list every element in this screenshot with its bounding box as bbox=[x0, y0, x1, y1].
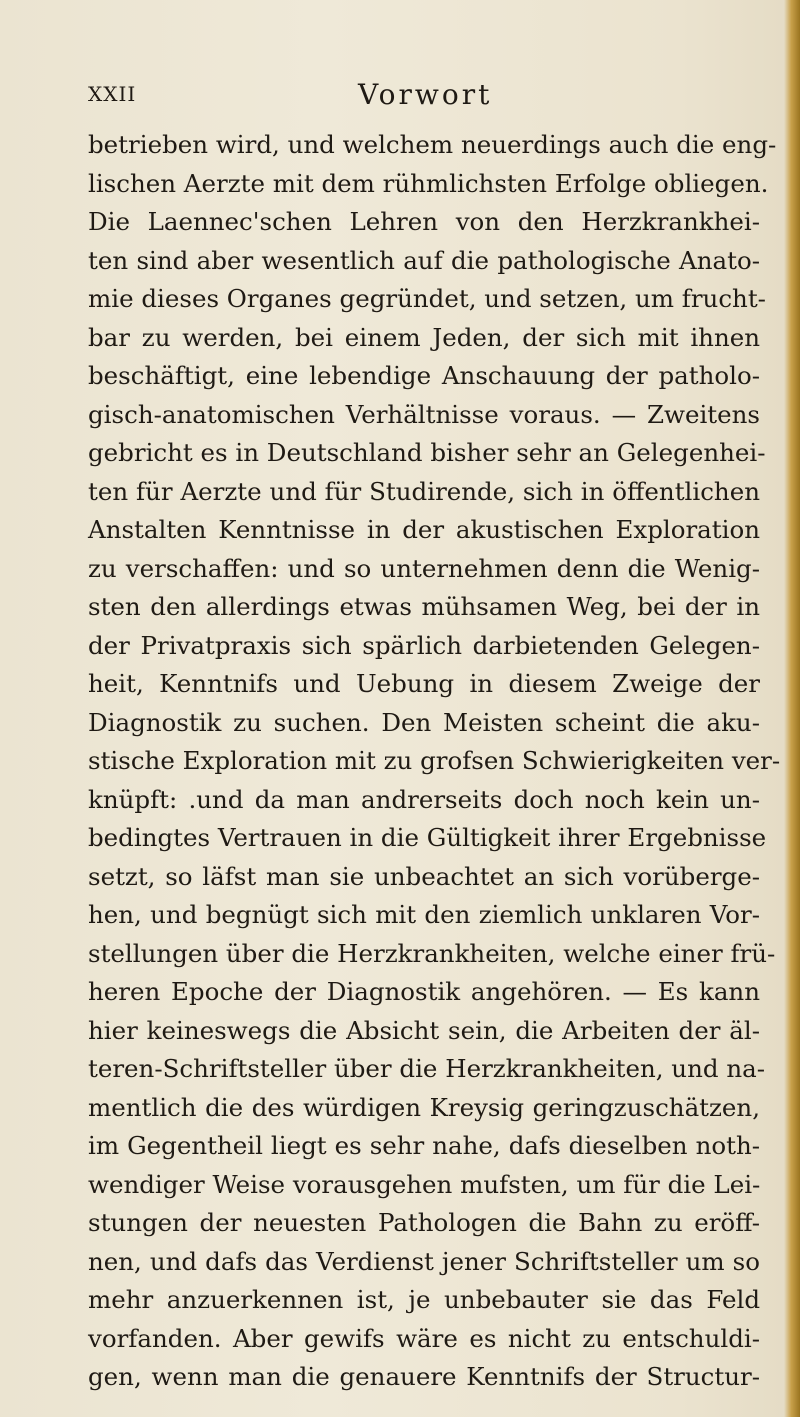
text-line: hier keineswegs die Absicht sein, die Arbeiten der äl- bbox=[88, 1015, 760, 1045]
text-line: im Gegentheil liegt es sehr nahe, dafs dieselben noth- bbox=[88, 1131, 760, 1160]
page-header bbox=[88, 78, 718, 118]
text-line: setzt, so läfst man sie unbeachtet an sich vorüberge- bbox=[88, 861, 760, 891]
page-number: XXII bbox=[88, 82, 137, 106]
text-line: knüpft: .und da man andrerseits doch noch kein un- bbox=[88, 784, 760, 814]
text-line: vorfanden. Aber gewifs wäre es nicht zu entschuldi- bbox=[88, 1323, 760, 1353]
text-line: bar zu werden, bei einem Jeden, der sich mit ihnen bbox=[88, 322, 760, 352]
text-line: ten sind aber wesentlich auf die pathologische Anato- bbox=[88, 245, 760, 275]
text-line: Anstalten Kenntnisse in der akustischen Exploration bbox=[88, 515, 760, 544]
text-line: hen, und begnügt sich mit den ziemlich unklaren Vor- bbox=[88, 900, 760, 929]
text-line: nen, und dafs das Verdienst jener Schriftsteller um so bbox=[88, 1246, 760, 1276]
running-title: Vorwort bbox=[358, 78, 493, 111]
text-line: stische Exploration mit zu grofsen Schwierigkeiten ver- bbox=[88, 746, 781, 775]
text-line: mie dieses Organes gegründet, und setzen, um frucht- bbox=[88, 284, 766, 313]
body-text bbox=[88, 126, 781, 1397]
text-line: wendiger Weise vorausgehen mufsten, um für die Lei- bbox=[88, 1169, 761, 1199]
text-line: mehr anzuerkennen ist, je unbebauter sie das Feld bbox=[88, 1285, 760, 1314]
text-line: bedingtes Vertrauen in die Gültigkeit ihrer Ergebnisse bbox=[88, 823, 767, 852]
text-line: stungen der neuesten Pathologen die Bahn zu eröff- bbox=[88, 1208, 760, 1237]
text-line: stellungen über die Herzkrankheiten, welche einer frü- bbox=[88, 938, 776, 968]
text-line: mentlich die des würdigen Kreysig geringzuschätzen, bbox=[88, 1092, 760, 1122]
text-line: sten den allerdings etwas mühsamen Weg, bei der in bbox=[88, 592, 760, 621]
text-line: heit, Kenntnifs und Uebung in diesem Zweige der bbox=[88, 669, 760, 698]
text-line: der Privatpraxis sich spärlich darbietenden Gelegen- bbox=[88, 630, 760, 660]
text-line: gisch-anatomischen Verhältnisse voraus. — Zweitens bbox=[88, 399, 760, 429]
text-line: teren-Schriftsteller über die Herzkrankheiten, und na- bbox=[88, 1054, 765, 1083]
text-line: gen, wenn man die genauere Kenntnifs der Structur- bbox=[88, 1362, 760, 1391]
page-edge-shadow bbox=[784, 0, 800, 1417]
text-line: heren Epoche der Diagnostik angehören. — Es kann bbox=[88, 977, 760, 1006]
text-line: beschäftigt, eine lebendige Anschauung der patholo- bbox=[88, 361, 760, 390]
text-line: ten für Aerzte und für Studirende, sich in öffentlichen bbox=[88, 476, 760, 506]
text-line: Diagnostik zu suchen. Den Meisten scheint die aku- bbox=[88, 707, 760, 737]
text-line: zu verschaffen: und so unternehmen denn die Wenig- bbox=[88, 553, 760, 583]
text-line: gebricht es in Deutschland bisher sehr an Gelegenhei- bbox=[88, 438, 766, 467]
text-line: Die Laennec'schen Lehren von den Herzkrankhei- bbox=[88, 207, 760, 236]
text-line: lischen Aerzte mit dem rühmlichsten Erfolge obliegen. bbox=[88, 168, 769, 198]
text-line: betrieben wird, und welchem neuerdings auch die eng- bbox=[88, 130, 777, 159]
